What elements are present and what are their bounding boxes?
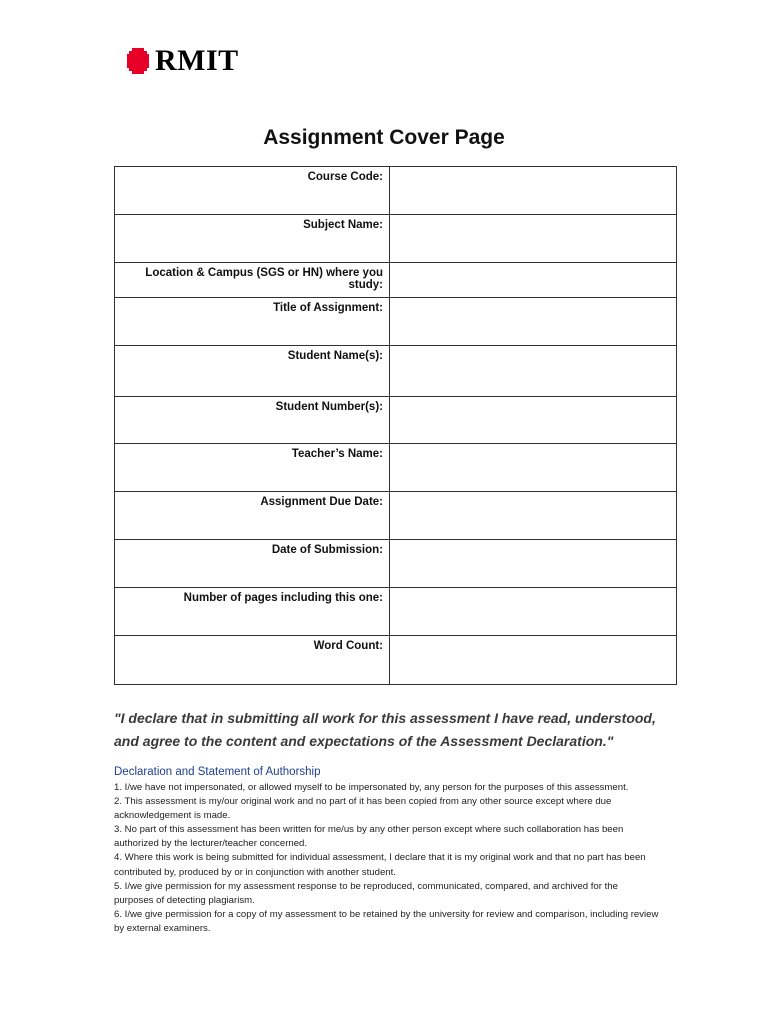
assignment-title-label: Title of Assignment: [115, 298, 390, 346]
rmit-pixel-icon [125, 46, 151, 76]
form-row [115, 263, 677, 298]
location-campus-field[interactable] [390, 263, 677, 298]
word-count-label: Word Count: [115, 636, 390, 685]
authorship-list [114, 781, 659, 936]
list-item: 1. I/we have not impersonated, or allowed myself to be impersonated by, any person for the purposes of this assessment. [114, 782, 629, 793]
course-code-field[interactable] [390, 167, 677, 215]
location-campus-label: Location & Campus (SGS or HN) where you study: [115, 263, 390, 298]
form-row [115, 346, 677, 397]
submission-date-label: Date of Submission: [115, 540, 390, 588]
page-count-field[interactable] [390, 588, 677, 636]
subject-name-field[interactable] [390, 215, 677, 263]
logo-text: RMIT [155, 44, 239, 77]
form-row [115, 215, 677, 263]
list-item: 5. I/we give permission for my assessment response to be reproduced, communicated, compared, and archived for the purposes of detecting plagiarism. [114, 880, 618, 906]
rmit-logo [125, 44, 239, 78]
form-row [115, 298, 677, 346]
teacher-name-field[interactable] [390, 444, 677, 492]
page-title: Assignment Cover Page [263, 126, 505, 149]
student-names-field[interactable] [390, 346, 677, 397]
list-item: 4. Where this work is being submitted for individual assessment, I declare that it is my original work and that no part has been contributed by, produced by or in conjunction with another student. [114, 852, 646, 878]
authorship-heading: Declaration and Statement of Authorship [114, 766, 321, 778]
form-row [115, 492, 677, 540]
form-row [115, 588, 677, 636]
student-names-label: Student Name(s): [115, 346, 390, 397]
course-code-label: Course Code: [115, 167, 390, 215]
student-numbers-label: Student Number(s): [115, 397, 390, 444]
due-date-label: Assignment Due Date: [115, 492, 390, 540]
assignment-title-field[interactable] [390, 298, 677, 346]
form-row [115, 540, 677, 588]
declaration-quote: "I declare that in submitting all work for this assessment I have read, understood, and agree to the content and expectations of the Assessment Declaration." [114, 710, 656, 749]
form-row [115, 636, 677, 685]
word-count-field[interactable] [390, 636, 677, 685]
teacher-name-label: Teacher’s Name: [115, 444, 390, 492]
submission-date-field[interactable] [390, 540, 677, 588]
page-count-label: Number of pages including this one: [115, 588, 390, 636]
list-item: 3. No part of this assessment has been written for me/us by any other person except where such collaboration has been authorized by the lecturer/teacher concerned. [114, 824, 624, 850]
form-row [115, 444, 677, 492]
cover-form-table [114, 166, 677, 685]
list-item: 6. I/we give permission for a copy of my assessment to be retained by the university for review and comparison, including review by external examiners. [114, 908, 659, 934]
due-date-field[interactable] [390, 492, 677, 540]
list-item: 2. This assessment is my/our original work and no part of it has been copied from any other source except where due acknowledgement is made. [114, 796, 612, 822]
subject-name-label: Subject Name: [115, 215, 390, 263]
form-row [115, 397, 677, 444]
form-row [115, 167, 677, 215]
student-numbers-field[interactable] [390, 397, 677, 444]
